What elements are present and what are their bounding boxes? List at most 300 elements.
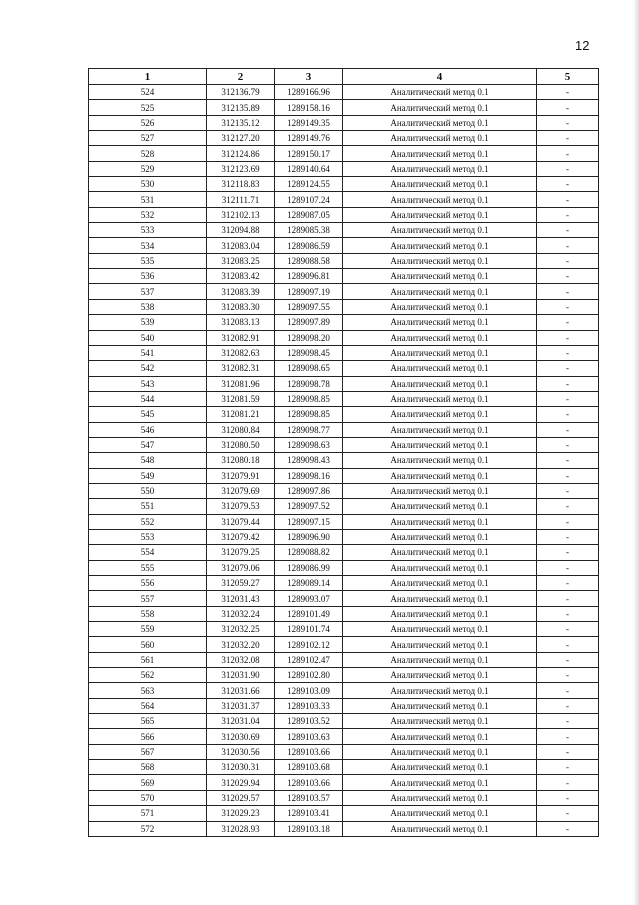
x-coordinate-cell: 312029.57 (207, 790, 275, 805)
method-cell: Аналитический метод 0.1 (343, 269, 537, 284)
table-row (89, 560, 599, 575)
table-body (89, 85, 599, 837)
accuracy-cell: - (537, 453, 599, 468)
method-cell: Аналитический метод 0.1 (343, 714, 537, 729)
table-row (89, 115, 599, 130)
point-number-cell: 531 (89, 192, 207, 207)
accuracy-cell: - (537, 821, 599, 836)
accuracy-cell: - (537, 760, 599, 775)
method-cell: Аналитический метод 0.1 (343, 223, 537, 238)
table-row (89, 131, 599, 146)
table-row (89, 622, 599, 637)
method-cell: Аналитический метод 0.1 (343, 131, 537, 146)
x-coordinate-cell: 312124.86 (207, 146, 275, 161)
method-cell: Аналитический метод 0.1 (343, 407, 537, 422)
y-coordinate-cell: 1289088.58 (275, 253, 343, 268)
table-row (89, 775, 599, 790)
accuracy-cell: - (537, 437, 599, 452)
method-cell: Аналитический метод 0.1 (343, 514, 537, 529)
table-row (89, 606, 599, 621)
point-number-cell: 554 (89, 545, 207, 560)
y-coordinate-cell: 1289097.15 (275, 514, 343, 529)
x-coordinate-cell: 312082.91 (207, 330, 275, 345)
coordinates-table (88, 68, 599, 837)
method-cell: Аналитический метод 0.1 (343, 591, 537, 606)
method-cell: Аналитический метод 0.1 (343, 529, 537, 544)
table-row (89, 821, 599, 836)
accuracy-cell: - (537, 545, 599, 560)
accuracy-cell: - (537, 514, 599, 529)
x-coordinate-cell: 312031.90 (207, 668, 275, 683)
accuracy-cell: - (537, 744, 599, 759)
y-coordinate-cell: 1289103.66 (275, 775, 343, 790)
y-coordinate-cell: 1289102.80 (275, 668, 343, 683)
x-coordinate-cell: 312081.59 (207, 391, 275, 406)
x-coordinate-cell: 312102.13 (207, 207, 275, 222)
x-coordinate-cell: 312032.24 (207, 606, 275, 621)
page-edge-shadow (633, 0, 639, 905)
method-cell: Аналитический метод 0.1 (343, 468, 537, 483)
method-cell: Аналитический метод 0.1 (343, 284, 537, 299)
accuracy-cell: - (537, 192, 599, 207)
table-row (89, 760, 599, 775)
accuracy-cell: - (537, 775, 599, 790)
y-coordinate-cell: 1289103.18 (275, 821, 343, 836)
x-coordinate-cell: 312079.06 (207, 560, 275, 575)
x-coordinate-cell: 312135.89 (207, 100, 275, 115)
accuracy-cell: - (537, 315, 599, 330)
method-cell: Аналитический метод 0.1 (343, 115, 537, 130)
y-coordinate-cell: 1289124.55 (275, 177, 343, 192)
accuracy-cell: - (537, 652, 599, 667)
method-cell: Аналитический метод 0.1 (343, 683, 537, 698)
column-header: 2 (207, 69, 275, 85)
table-row (89, 85, 599, 100)
x-coordinate-cell: 312031.04 (207, 714, 275, 729)
point-number-cell: 540 (89, 330, 207, 345)
x-coordinate-cell: 312135.12 (207, 115, 275, 130)
point-number-cell: 547 (89, 437, 207, 452)
method-cell: Аналитический метод 0.1 (343, 100, 537, 115)
y-coordinate-cell: 1289158.16 (275, 100, 343, 115)
x-coordinate-cell: 312094.88 (207, 223, 275, 238)
accuracy-cell: - (537, 177, 599, 192)
y-coordinate-cell: 1289103.33 (275, 698, 343, 713)
point-number-cell: 548 (89, 453, 207, 468)
point-number-cell: 571 (89, 806, 207, 821)
table-row (89, 698, 599, 713)
x-coordinate-cell: 312031.37 (207, 698, 275, 713)
y-coordinate-cell: 1289098.65 (275, 361, 343, 376)
table-row (89, 376, 599, 391)
y-coordinate-cell: 1289097.52 (275, 499, 343, 514)
point-number-cell: 560 (89, 637, 207, 652)
x-coordinate-cell: 312032.25 (207, 622, 275, 637)
point-number-cell: 544 (89, 391, 207, 406)
x-coordinate-cell: 312029.94 (207, 775, 275, 790)
method-cell: Аналитический метод 0.1 (343, 361, 537, 376)
x-coordinate-cell: 312079.91 (207, 468, 275, 483)
x-coordinate-cell: 312082.63 (207, 345, 275, 360)
accuracy-cell: - (537, 115, 599, 130)
method-cell: Аналитический метод 0.1 (343, 453, 537, 468)
y-coordinate-cell: 1289086.99 (275, 560, 343, 575)
table-row (89, 407, 599, 422)
accuracy-cell: - (537, 668, 599, 683)
y-coordinate-cell: 1289102.12 (275, 637, 343, 652)
y-coordinate-cell: 1289166.96 (275, 85, 343, 100)
point-number-cell: 552 (89, 514, 207, 529)
column-header: 1 (89, 69, 207, 85)
x-coordinate-cell: 312030.31 (207, 760, 275, 775)
y-coordinate-cell: 1289098.63 (275, 437, 343, 452)
accuracy-cell: - (537, 361, 599, 376)
method-cell: Аналитический метод 0.1 (343, 238, 537, 253)
table-row (89, 161, 599, 176)
x-coordinate-cell: 312118.83 (207, 177, 275, 192)
y-coordinate-cell: 1289098.85 (275, 391, 343, 406)
table-row (89, 253, 599, 268)
point-number-cell: 562 (89, 668, 207, 683)
method-cell: Аналитический метод 0.1 (343, 146, 537, 161)
y-coordinate-cell: 1289098.20 (275, 330, 343, 345)
y-coordinate-cell: 1289103.63 (275, 729, 343, 744)
y-coordinate-cell: 1289097.55 (275, 299, 343, 314)
accuracy-cell: - (537, 622, 599, 637)
point-number-cell: 555 (89, 560, 207, 575)
page-number: 12 (575, 38, 590, 53)
point-number-cell: 530 (89, 177, 207, 192)
y-coordinate-cell: 1289102.47 (275, 652, 343, 667)
point-number-cell: 568 (89, 760, 207, 775)
point-number-cell: 570 (89, 790, 207, 805)
table-row (89, 483, 599, 498)
table-row (89, 514, 599, 529)
method-cell: Аналитический метод 0.1 (343, 177, 537, 192)
method-cell: Аналитический метод 0.1 (343, 437, 537, 452)
x-coordinate-cell: 312059.27 (207, 576, 275, 591)
point-number-cell: 535 (89, 253, 207, 268)
x-coordinate-cell: 312080.84 (207, 422, 275, 437)
method-cell: Аналитический метод 0.1 (343, 806, 537, 821)
method-cell: Аналитический метод 0.1 (343, 391, 537, 406)
table-row (89, 591, 599, 606)
table-row (89, 391, 599, 406)
accuracy-cell: - (537, 806, 599, 821)
x-coordinate-cell: 312079.53 (207, 499, 275, 514)
method-cell: Аналитический метод 0.1 (343, 698, 537, 713)
method-cell: Аналитический метод 0.1 (343, 760, 537, 775)
x-coordinate-cell: 312082.31 (207, 361, 275, 376)
x-coordinate-cell: 312028.93 (207, 821, 275, 836)
accuracy-cell: - (537, 576, 599, 591)
method-cell: Аналитический метод 0.1 (343, 775, 537, 790)
method-cell: Аналитический метод 0.1 (343, 652, 537, 667)
table-row (89, 192, 599, 207)
method-cell: Аналитический метод 0.1 (343, 422, 537, 437)
x-coordinate-cell: 312032.08 (207, 652, 275, 667)
point-number-cell: 569 (89, 775, 207, 790)
y-coordinate-cell: 1289093.07 (275, 591, 343, 606)
y-coordinate-cell: 1289096.81 (275, 269, 343, 284)
table-row (89, 576, 599, 591)
column-header: 4 (343, 69, 537, 85)
table-row (89, 453, 599, 468)
accuracy-cell: - (537, 345, 599, 360)
x-coordinate-cell: 312079.69 (207, 483, 275, 498)
point-number-cell: 532 (89, 207, 207, 222)
method-cell: Аналитический метод 0.1 (343, 668, 537, 683)
accuracy-cell: - (537, 637, 599, 652)
x-coordinate-cell: 312111.71 (207, 192, 275, 207)
method-cell: Аналитический метод 0.1 (343, 161, 537, 176)
point-number-cell: 537 (89, 284, 207, 299)
y-coordinate-cell: 1289103.66 (275, 744, 343, 759)
y-coordinate-cell: 1289103.41 (275, 806, 343, 821)
column-header: 3 (275, 69, 343, 85)
method-cell: Аналитический метод 0.1 (343, 744, 537, 759)
table-row (89, 637, 599, 652)
accuracy-cell: - (537, 422, 599, 437)
x-coordinate-cell: 312083.39 (207, 284, 275, 299)
x-coordinate-cell: 312029.23 (207, 806, 275, 821)
accuracy-cell: - (537, 407, 599, 422)
method-cell: Аналитический метод 0.1 (343, 790, 537, 805)
y-coordinate-cell: 1289098.16 (275, 468, 343, 483)
table-row (89, 529, 599, 544)
accuracy-cell: - (537, 483, 599, 498)
method-cell: Аналитический метод 0.1 (343, 576, 537, 591)
point-number-cell: 567 (89, 744, 207, 759)
x-coordinate-cell: 312083.42 (207, 269, 275, 284)
y-coordinate-cell: 1289149.76 (275, 131, 343, 146)
table-row (89, 269, 599, 284)
y-coordinate-cell: 1289096.90 (275, 529, 343, 544)
x-coordinate-cell: 312031.66 (207, 683, 275, 698)
accuracy-cell: - (537, 131, 599, 146)
table-row (89, 545, 599, 560)
point-number-cell: 524 (89, 85, 207, 100)
accuracy-cell: - (537, 269, 599, 284)
x-coordinate-cell: 312083.13 (207, 315, 275, 330)
y-coordinate-cell: 1289149.35 (275, 115, 343, 130)
accuracy-cell: - (537, 85, 599, 100)
accuracy-cell: - (537, 529, 599, 544)
point-number-cell: 543 (89, 376, 207, 391)
point-number-cell: 549 (89, 468, 207, 483)
table-row (89, 422, 599, 437)
point-number-cell: 538 (89, 299, 207, 314)
accuracy-cell: - (537, 207, 599, 222)
point-number-cell: 565 (89, 714, 207, 729)
point-number-cell: 536 (89, 269, 207, 284)
point-number-cell: 557 (89, 591, 207, 606)
method-cell: Аналитический метод 0.1 (343, 345, 537, 360)
point-number-cell: 553 (89, 529, 207, 544)
method-cell: Аналитический метод 0.1 (343, 821, 537, 836)
y-coordinate-cell: 1289098.43 (275, 453, 343, 468)
y-coordinate-cell: 1289140.64 (275, 161, 343, 176)
accuracy-cell: - (537, 698, 599, 713)
y-coordinate-cell: 1289098.45 (275, 345, 343, 360)
x-coordinate-cell: 312083.04 (207, 238, 275, 253)
table-row (89, 315, 599, 330)
point-number-cell: 545 (89, 407, 207, 422)
x-coordinate-cell: 312136.79 (207, 85, 275, 100)
y-coordinate-cell: 1289098.78 (275, 376, 343, 391)
y-coordinate-cell: 1289101.49 (275, 606, 343, 621)
table-row (89, 361, 599, 376)
accuracy-cell: - (537, 391, 599, 406)
accuracy-cell: - (537, 606, 599, 621)
accuracy-cell: - (537, 146, 599, 161)
y-coordinate-cell: 1289097.89 (275, 315, 343, 330)
y-coordinate-cell: 1289098.77 (275, 422, 343, 437)
x-coordinate-cell: 312081.96 (207, 376, 275, 391)
point-number-cell: 550 (89, 483, 207, 498)
point-number-cell: 529 (89, 161, 207, 176)
method-cell: Аналитический метод 0.1 (343, 315, 537, 330)
accuracy-cell: - (537, 330, 599, 345)
point-number-cell: 526 (89, 115, 207, 130)
y-coordinate-cell: 1289097.86 (275, 483, 343, 498)
point-number-cell: 561 (89, 652, 207, 667)
y-coordinate-cell: 1289101.74 (275, 622, 343, 637)
x-coordinate-cell: 312080.50 (207, 437, 275, 452)
method-cell: Аналитический метод 0.1 (343, 330, 537, 345)
accuracy-cell: - (537, 729, 599, 744)
method-cell: Аналитический метод 0.1 (343, 85, 537, 100)
y-coordinate-cell: 1289087.05 (275, 207, 343, 222)
table-row (89, 668, 599, 683)
table-row (89, 207, 599, 222)
method-cell: Аналитический метод 0.1 (343, 499, 537, 514)
table-row (89, 238, 599, 253)
point-number-cell: 566 (89, 729, 207, 744)
point-number-cell: 546 (89, 422, 207, 437)
y-coordinate-cell: 1289098.85 (275, 407, 343, 422)
method-cell: Аналитический метод 0.1 (343, 560, 537, 575)
method-cell: Аналитический метод 0.1 (343, 483, 537, 498)
table-row (89, 284, 599, 299)
table-row (89, 683, 599, 698)
method-cell: Аналитический метод 0.1 (343, 253, 537, 268)
table-row (89, 299, 599, 314)
accuracy-cell: - (537, 161, 599, 176)
x-coordinate-cell: 312127.20 (207, 131, 275, 146)
accuracy-cell: - (537, 714, 599, 729)
method-cell: Аналитический метод 0.1 (343, 637, 537, 652)
y-coordinate-cell: 1289103.68 (275, 760, 343, 775)
accuracy-cell: - (537, 100, 599, 115)
x-coordinate-cell: 312079.44 (207, 514, 275, 529)
accuracy-cell: - (537, 499, 599, 514)
point-number-cell: 539 (89, 315, 207, 330)
accuracy-cell: - (537, 376, 599, 391)
method-cell: Аналитический метод 0.1 (343, 729, 537, 744)
y-coordinate-cell: 1289089.14 (275, 576, 343, 591)
point-number-cell: 534 (89, 238, 207, 253)
x-coordinate-cell: 312031.43 (207, 591, 275, 606)
table-row (89, 177, 599, 192)
table-row (89, 790, 599, 805)
point-number-cell: 556 (89, 576, 207, 591)
table-row (89, 146, 599, 161)
accuracy-cell: - (537, 790, 599, 805)
method-cell: Аналитический метод 0.1 (343, 622, 537, 637)
x-coordinate-cell: 312080.18 (207, 453, 275, 468)
x-coordinate-cell: 312083.25 (207, 253, 275, 268)
accuracy-cell: - (537, 299, 599, 314)
y-coordinate-cell: 1289097.19 (275, 284, 343, 299)
x-coordinate-cell: 312079.25 (207, 545, 275, 560)
y-coordinate-cell: 1289107.24 (275, 192, 343, 207)
point-number-cell: 559 (89, 622, 207, 637)
table-row (89, 345, 599, 360)
table-row (89, 330, 599, 345)
point-number-cell: 533 (89, 223, 207, 238)
x-coordinate-cell: 312030.69 (207, 729, 275, 744)
x-coordinate-cell: 312083.30 (207, 299, 275, 314)
x-coordinate-cell: 312081.21 (207, 407, 275, 422)
point-number-cell: 563 (89, 683, 207, 698)
point-number-cell: 564 (89, 698, 207, 713)
y-coordinate-cell: 1289088.82 (275, 545, 343, 560)
accuracy-cell: - (537, 560, 599, 575)
y-coordinate-cell: 1289086.59 (275, 238, 343, 253)
point-number-cell: 527 (89, 131, 207, 146)
method-cell: Аналитический метод 0.1 (343, 606, 537, 621)
table-row (89, 437, 599, 452)
x-coordinate-cell: 312123.69 (207, 161, 275, 176)
x-coordinate-cell: 312032.20 (207, 637, 275, 652)
table-row (89, 652, 599, 667)
table-row (89, 714, 599, 729)
point-number-cell: 541 (89, 345, 207, 360)
point-number-cell: 542 (89, 361, 207, 376)
x-coordinate-cell: 312079.42 (207, 529, 275, 544)
accuracy-cell: - (537, 468, 599, 483)
column-header: 5 (537, 69, 599, 85)
point-number-cell: 551 (89, 499, 207, 514)
accuracy-cell: - (537, 223, 599, 238)
method-cell: Аналитический метод 0.1 (343, 545, 537, 560)
table-row (89, 499, 599, 514)
accuracy-cell: - (537, 253, 599, 268)
table-row (89, 100, 599, 115)
y-coordinate-cell: 1289103.52 (275, 714, 343, 729)
point-number-cell: 528 (89, 146, 207, 161)
accuracy-cell: - (537, 683, 599, 698)
x-coordinate-cell: 312030.56 (207, 744, 275, 759)
method-cell: Аналитический метод 0.1 (343, 192, 537, 207)
point-number-cell: 558 (89, 606, 207, 621)
table-row (89, 729, 599, 744)
method-cell: Аналитический метод 0.1 (343, 299, 537, 314)
y-coordinate-cell: 1289085.38 (275, 223, 343, 238)
y-coordinate-cell: 1289150.17 (275, 146, 343, 161)
accuracy-cell: - (537, 238, 599, 253)
y-coordinate-cell: 1289103.09 (275, 683, 343, 698)
accuracy-cell: - (537, 284, 599, 299)
table-row (89, 744, 599, 759)
table-header-row (89, 69, 599, 85)
table-row (89, 806, 599, 821)
table-row (89, 468, 599, 483)
accuracy-cell: - (537, 591, 599, 606)
point-number-cell: 572 (89, 821, 207, 836)
method-cell: Аналитический метод 0.1 (343, 207, 537, 222)
